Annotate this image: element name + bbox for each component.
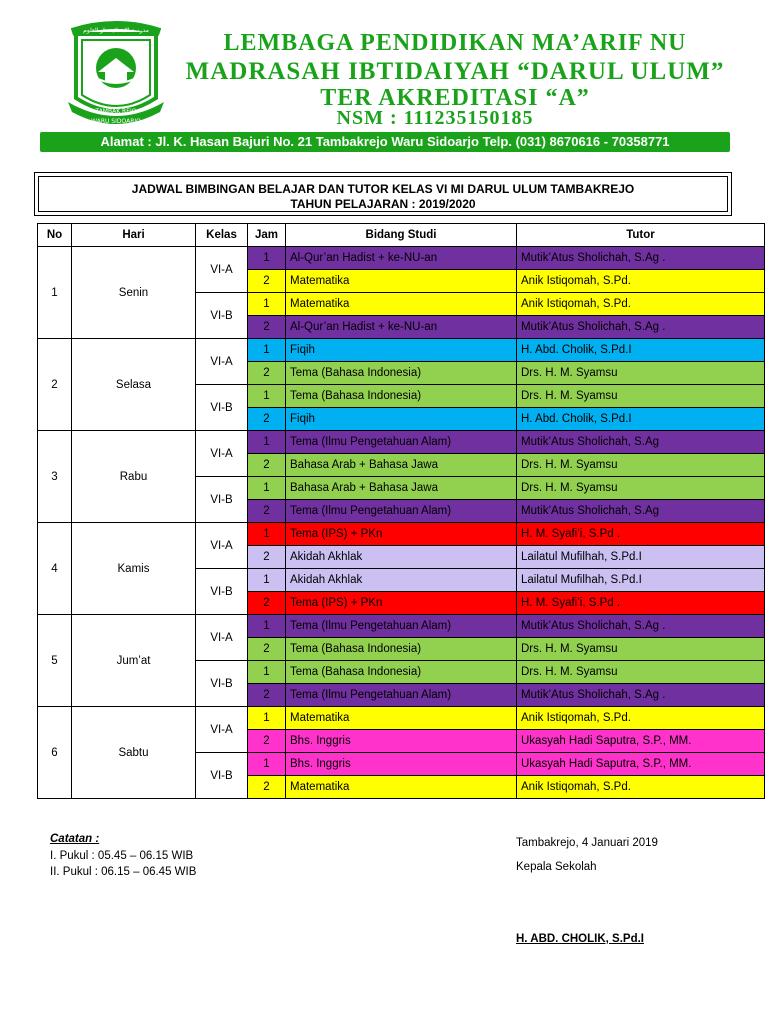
class-name: VI-A (196, 523, 248, 569)
jam-cell: 1 (248, 247, 286, 270)
subject-cell: Tema (IPS) + PKn (286, 523, 517, 546)
subject-cell: Bhs. Inggris (286, 730, 517, 753)
school-logo (58, 20, 174, 132)
subject-cell: Tema (Bahasa Indonesia) (286, 362, 517, 385)
class-name: VI-A (196, 247, 248, 293)
schedule-title: JADWAL BIMBINGAN BELAJAR DAN TUTOR KELAS VI MI DARUL ULUM TAMBAKREJO (131, 182, 635, 196)
subject-cell: Bhs. Inggris (286, 753, 517, 776)
logo-arabic-text: مدرسة الابتدائية دار العلوم (83, 27, 149, 34)
jam-cell: 1 (248, 753, 286, 776)
notes (50, 833, 196, 880)
subject-cell: Matematika (286, 776, 517, 799)
subject-cell: Bahasa Arab + Bahasa Jawa (286, 477, 517, 500)
jam-cell: 1 (248, 707, 286, 730)
tutor-cell: Drs. H. M. Syamsu (517, 454, 765, 477)
tutor-cell: H. M. Syafi’i, S.Pd . (517, 523, 765, 546)
subject-cell: Tema (Bahasa Indonesia) (286, 638, 517, 661)
tutor-cell: Ukasyah Hadi Saputra, S.P., MM. (517, 753, 765, 776)
table-header-row (38, 224, 765, 247)
logo-text: TAMBAK REJO (95, 108, 137, 115)
day-number: 6 (38, 707, 72, 799)
jam-cell: 1 (248, 339, 286, 362)
subject-cell: Tema (Ilmu Pengetahuan Alam) (286, 684, 517, 707)
class-name: VI-A (196, 431, 248, 477)
day-name: Sabtu (72, 707, 196, 799)
table-row (38, 707, 765, 730)
class-name: VI-A (196, 339, 248, 385)
jam-cell: 2 (248, 408, 286, 431)
jam-cell: 1 (248, 615, 286, 638)
tutor-cell: Lailatul Mufilhah, S.Pd.I (517, 546, 765, 569)
tutor-cell: H. Abd. Cholik, S.Pd.I (517, 339, 765, 362)
jam-cell: 2 (248, 270, 286, 293)
jam-cell: 1 (248, 431, 286, 454)
note-item: I. Pukul : 05.45 – 06.15 WIB (50, 850, 194, 862)
tutor-cell: Drs. H. M. Syamsu (517, 385, 765, 408)
jam-cell: 2 (248, 776, 286, 799)
jam-cell: 2 (248, 730, 286, 753)
tutor-cell: Mutik’Atus Sholichah, S.Ag (517, 431, 765, 454)
subject-cell: Al-Qur’an Hadist + ke-NU-an (286, 316, 517, 339)
class-name: VI-A (196, 707, 248, 753)
subject-cell: Tema (IPS) + PKn (286, 592, 517, 615)
jam-cell: 1 (248, 293, 286, 316)
table-row (38, 615, 765, 638)
tutor-cell: Anik Istiqomah, S.Pd. (517, 776, 765, 799)
subject-cell: Akidah Akhlak (286, 546, 517, 569)
signer-position: Kepala Sekolah (516, 861, 597, 873)
subject-cell: Matematika (286, 293, 517, 316)
day-number: 5 (38, 615, 72, 707)
day-number: 3 (38, 431, 72, 523)
tutor-cell: Mutik’Atus Sholichah, S.Ag . (517, 316, 765, 339)
tutor-cell: Mutik’Atus Sholichah, S.Ag . (517, 615, 765, 638)
tutor-cell: Mutik’Atus Sholichah, S.Ag . (517, 247, 765, 270)
header-bidang-studi: Bidang Studi (286, 224, 517, 247)
schedule-title-box (34, 172, 732, 216)
subject-cell: Bahasa Arab + Bahasa Jawa (286, 454, 517, 477)
tutor-cell: Mutik’Atus Sholichah, S.Ag . (517, 684, 765, 707)
tutor-cell: Drs. H. M. Syamsu (517, 362, 765, 385)
school-year: TAHUN PELAJARAN : 2019/2020 (290, 197, 476, 211)
tutor-cell: Anik Istiqomah, S.Pd. (517, 270, 765, 293)
jam-cell: 1 (248, 385, 286, 408)
jam-cell: 2 (248, 638, 286, 661)
jam-cell: 2 (248, 362, 286, 385)
table-row (38, 523, 765, 546)
tutor-cell: Ukasyah Hadi Saputra, S.P., MM. (517, 730, 765, 753)
subject-cell: Tema (Bahasa Indonesia) (286, 385, 517, 408)
day-number: 2 (38, 339, 72, 431)
table-row (38, 339, 765, 362)
tutor-cell: Lailatul Mufilhah, S.Pd.I (517, 569, 765, 592)
jam-cell: 1 (248, 477, 286, 500)
tutor-cell: H. Abd. Cholik, S.Pd.I (517, 408, 765, 431)
accreditation: TER AKREDITASI “A” (320, 85, 590, 111)
table-row (38, 247, 765, 270)
logo-text-2: WARU SIDOARJO (91, 118, 141, 125)
nsm-number: NSM : 111235150185 (336, 107, 534, 129)
subject-cell: Tema (Ilmu Pengetahuan Alam) (286, 615, 517, 638)
day-name: Kamis (72, 523, 196, 615)
header-hari: Hari (72, 224, 196, 247)
jam-cell: 2 (248, 684, 286, 707)
header-tutor: Tutor (517, 224, 765, 247)
subject-cell: Tema (Ilmu Pengetahuan Alam) (286, 431, 517, 454)
day-number: 1 (38, 247, 72, 339)
institution-name: LEMBAGA PENDIDIKAN MA’ARIF NU (223, 30, 687, 56)
header-jam: Jam (248, 224, 286, 247)
tutor-cell: Drs. H. M. Syamsu (517, 638, 765, 661)
day-name: Jum’at (72, 615, 196, 707)
tutor-cell: Mutik’Atus Sholichah, S.Ag (517, 500, 765, 523)
signer-name: H. ABD. CHOLIK, S.Pd.I (516, 933, 644, 945)
place-date: Tambakrejo, 4 Januari 2019 (516, 837, 658, 849)
notes-title: Catatan : (50, 833, 100, 845)
class-name: VI-B (196, 477, 248, 523)
schedule-table (37, 223, 765, 799)
subject-cell: Tema (Bahasa Indonesia) (286, 661, 517, 684)
day-name: Rabu (72, 431, 196, 523)
day-name: Senin (72, 247, 196, 339)
class-name: VI-B (196, 753, 248, 799)
header-no: No (38, 224, 72, 247)
subject-cell: Matematika (286, 270, 517, 293)
class-name: VI-A (196, 615, 248, 661)
class-name: VI-B (196, 661, 248, 707)
class-name: VI-B (196, 569, 248, 615)
jam-cell: 2 (248, 316, 286, 339)
jam-cell: 2 (248, 546, 286, 569)
class-name: VI-B (196, 385, 248, 431)
subject-cell: Fiqih (286, 408, 517, 431)
jam-cell: 1 (248, 569, 286, 592)
tutor-cell: Anik Istiqomah, S.Pd. (517, 707, 765, 730)
jam-cell: 2 (248, 454, 286, 477)
tutor-cell: Anik Istiqomah, S.Pd. (517, 293, 765, 316)
tutor-cell: Drs. H. M. Syamsu (517, 477, 765, 500)
class-name: VI-B (196, 293, 248, 339)
header-kelas: Kelas (196, 224, 248, 247)
jam-cell: 2 (248, 500, 286, 523)
jam-cell: 1 (248, 661, 286, 684)
note-item: II. Pukul : 06.15 – 06.45 WIB (50, 866, 197, 878)
subject-cell: Akidah Akhlak (286, 569, 517, 592)
day-name: Selasa (72, 339, 196, 431)
address-bar: Alamat : Jl. K. Hasan Bajuri No. 21 Tambakrejo Waru Sidoarjo Telp. (031) 8670616 - 70358771 (40, 132, 730, 152)
subject-cell: Fiqih (286, 339, 517, 362)
school-name: MADRASAH IBTIDAIYAH “DARUL ULUM” (185, 58, 725, 85)
subject-cell: Tema (Ilmu Pengetahuan Alam) (286, 500, 517, 523)
subject-cell: Al-Qur’an Hadist + ke-NU-an (286, 247, 517, 270)
day-number: 4 (38, 523, 72, 615)
jam-cell: 1 (248, 523, 286, 546)
tutor-cell: Drs. H. M. Syamsu (517, 661, 765, 684)
subject-cell: Matematika (286, 707, 517, 730)
jam-cell: 2 (248, 592, 286, 615)
tutor-cell: H. M. Syafi’i, S.Pd . (517, 592, 765, 615)
table-row (38, 431, 765, 454)
